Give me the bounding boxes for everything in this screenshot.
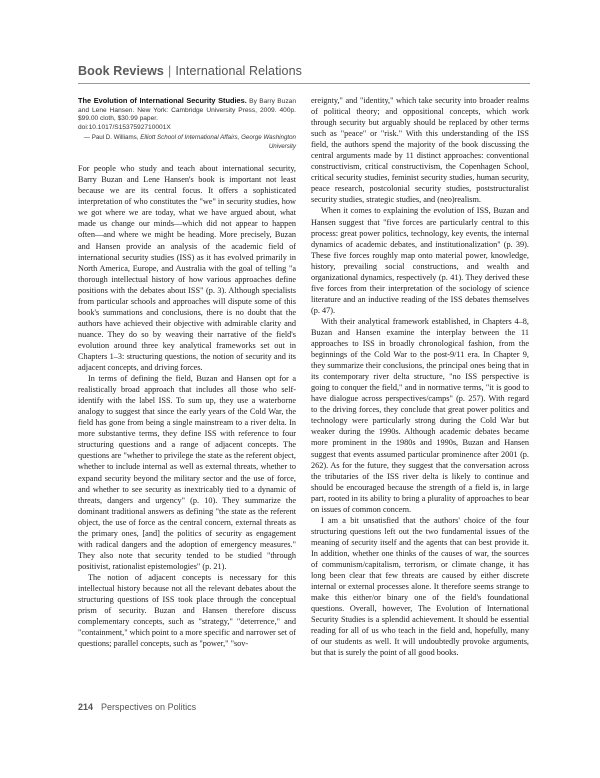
- page-footer: [78, 702, 196, 712]
- paragraph: For people who study and teach about international security, Barry Buzan and Lene Hansen's book is important not least because we are its central focus. It offers a sophisticated interpretation of who constitutes the "we" in security studies, how we got where we are today, what we have argued about, what made us change our minds—which did not appear to happen often—and where we might be heading. More precisely, Buzan and Hansen provide an analysis of the academic field of international security studies (ISS) as it has evolved primarily in North America, Europe, and Australia with the goal of telling "a thorough intellectual history of how various approaches define positions with the debates about ISS" (p. 3). Although specialists from particular schools and approaches will dispute some of this book's summations and conclusions, there is no doubt that the authors have achieved their objective with admirable clarity and nuance. They do so by weaving their narrative of the field's evolution around three key analytical frameworks set out in Chapters 1–3: structuring questions, the notion of security and its adjacent concepts, and driving forces.: [78, 164, 296, 373]
- book-authors-publisher: By Barry Buzan and Lene Hansen. New York: Cambridge University Press, 2009. 400p. $99.00 cloth, $30.99 paper.: [78, 98, 296, 123]
- page-number: 214: [78, 702, 94, 712]
- paragraph: When it comes to explaining the evolution of ISS, Buzan and Hansen suggest that "five forces are particularly central to this process: great power politics, technology, key events, the internal dynamics of academic debates, and institutionalization" (p. 39). These five forces roughly map onto material power, knowledge, history, prevailing social constructions, and wealth and organizational dynamics, respectively (p. 41). They derived these five forces from their interpretation of the sociology of science literature and an inductive reading of the ISS debates themselves (p. 47).: [311, 206, 529, 315]
- doi: doi:10.1017/S1537592710001X: [78, 123, 171, 131]
- paragraph: The notion of adjacent concepts is necessary for this intellectual history because not all the relevant debates about the structuring questions of ISS took place through the conceptual prism of security. Buzan and Hansen therefore discuss complementary concepts, such as "strategy," "deterrence," and "containment," which point to a more specific and narrower set of questions; parallel concepts, such as "power," "sov-: [78, 572, 296, 649]
- journal-name: Perspectives on Politics: [101, 702, 197, 712]
- paragraph: With their analytical framework established, in Chapters 4–8, Buzan and Hansen examine the interplay between the 11 approaches to ISS in broadly chronological fashion, from the beginnings of the Cold War to the post-9/11 era. In Chapter 9, they summarize their conclusions, the principal ones being that in its contemporary river delta structure, "no ISS perspective is going to conquer the field," and in normative terms, "it is good to have dialogue across perspectives/camps" (p. 257). With regard to the driving forces, they conclude that great power politics and technology were particularly strong during the Cold War but weaker during the 1990s. Although academic debates became more prominent in the 1980s and 1990s, Buzan and Hansen suggest that events assumed particular prominence after 2001 (p. 262). As for the future, they suggest that the conversation across the tributaries of the ISS river delta is likely to continue and should be encouraged because the strength of a field is, in large part, rooted in its ability to bring a plurality of approaches to bear on issues of common concern.: [311, 316, 529, 514]
- paragraph: ereignty," and "identity," which take security into broader realms of political theory; and oppositional concepts, which work through security but arguably should be replaced by other terms such as "peace" or "risk." With this understanding of the ISS field, the authors spend the majority of the book discussing the central arguments made by 11 distinct approaches: conventional constructivism, critical constructivism, the Copenhagen School, critical security studies, feminist security studies, human security, peace research, postcolonial security studies, poststructuralist security studies, strategic studies, and (neo)realism.: [311, 96, 529, 205]
- header-separator: |: [167, 64, 172, 78]
- paragraph: In terms of defining the field, Buzan and Hansen opt for a realistically broad approach that includes all those who self-identify with the label ISS. To sum up, they use a waterborne analogy to suggest that since the early years of the Cold War, the field has gone from being a single mainstream to a river delta. In more substantive terms, they define ISS with reference to four structuring questions and a range of adjacent concepts. The questions are "whether to privilege the state as the referent object, whether to include internal as well as external threats, whether to expand security beyond the military sector and the use of force, and whether to see security as inextricably tied to a dynamic of threats, dangers and urgency" (p. 10). They summarize the dominant traditional answers as defining "the state as the referent object, the use of force as the central concern, external threats as the primary ones, [and] the politics of security as engagement with radical dangers and the adoption of emergency measures." They also note that security tended to be studied "through positivist, rationalist epistemologies" (p. 21).: [78, 374, 296, 571]
- left-column: [78, 97, 296, 649]
- section-title: Book Reviews: [78, 64, 164, 78]
- reviewer-name: — Paul D. Williams,: [83, 134, 139, 142]
- book-title: The Evolution of International Security Studies.: [78, 96, 247, 105]
- running-header: [78, 64, 530, 78]
- subsection-title: International Relations: [175, 64, 303, 78]
- reviewer-credit: [78, 134, 296, 151]
- paragraph: I am a bit unsatisfied that the authors' choice of the four structuring questions left out the two fundamental issues of the meaning of security itself and the agents that can best provide it. In addition, whether one thinks of the causes of war, the sources of communism/capitalism, terrorism, or climate change, it has long been clear that few threats are caused by either discrete internal or external processes alone. It therefore seems strange to make this either/or binary one of the field's foundational questions. Overall, however, The Evolution of International Security Studies is a splendid achievement. It should be essential reading for all of us who teach in the field and, hopefully, many of our students as well. It will undoubtedly provoke arguments, but that is surely the point of all good books.: [311, 515, 529, 658]
- reviewer-affiliation: Elliott School of International Affairs, George Washington University: [140, 134, 296, 150]
- right-column: [311, 95, 529, 658]
- header-rule: [78, 83, 530, 84]
- book-citation: [78, 97, 296, 132]
